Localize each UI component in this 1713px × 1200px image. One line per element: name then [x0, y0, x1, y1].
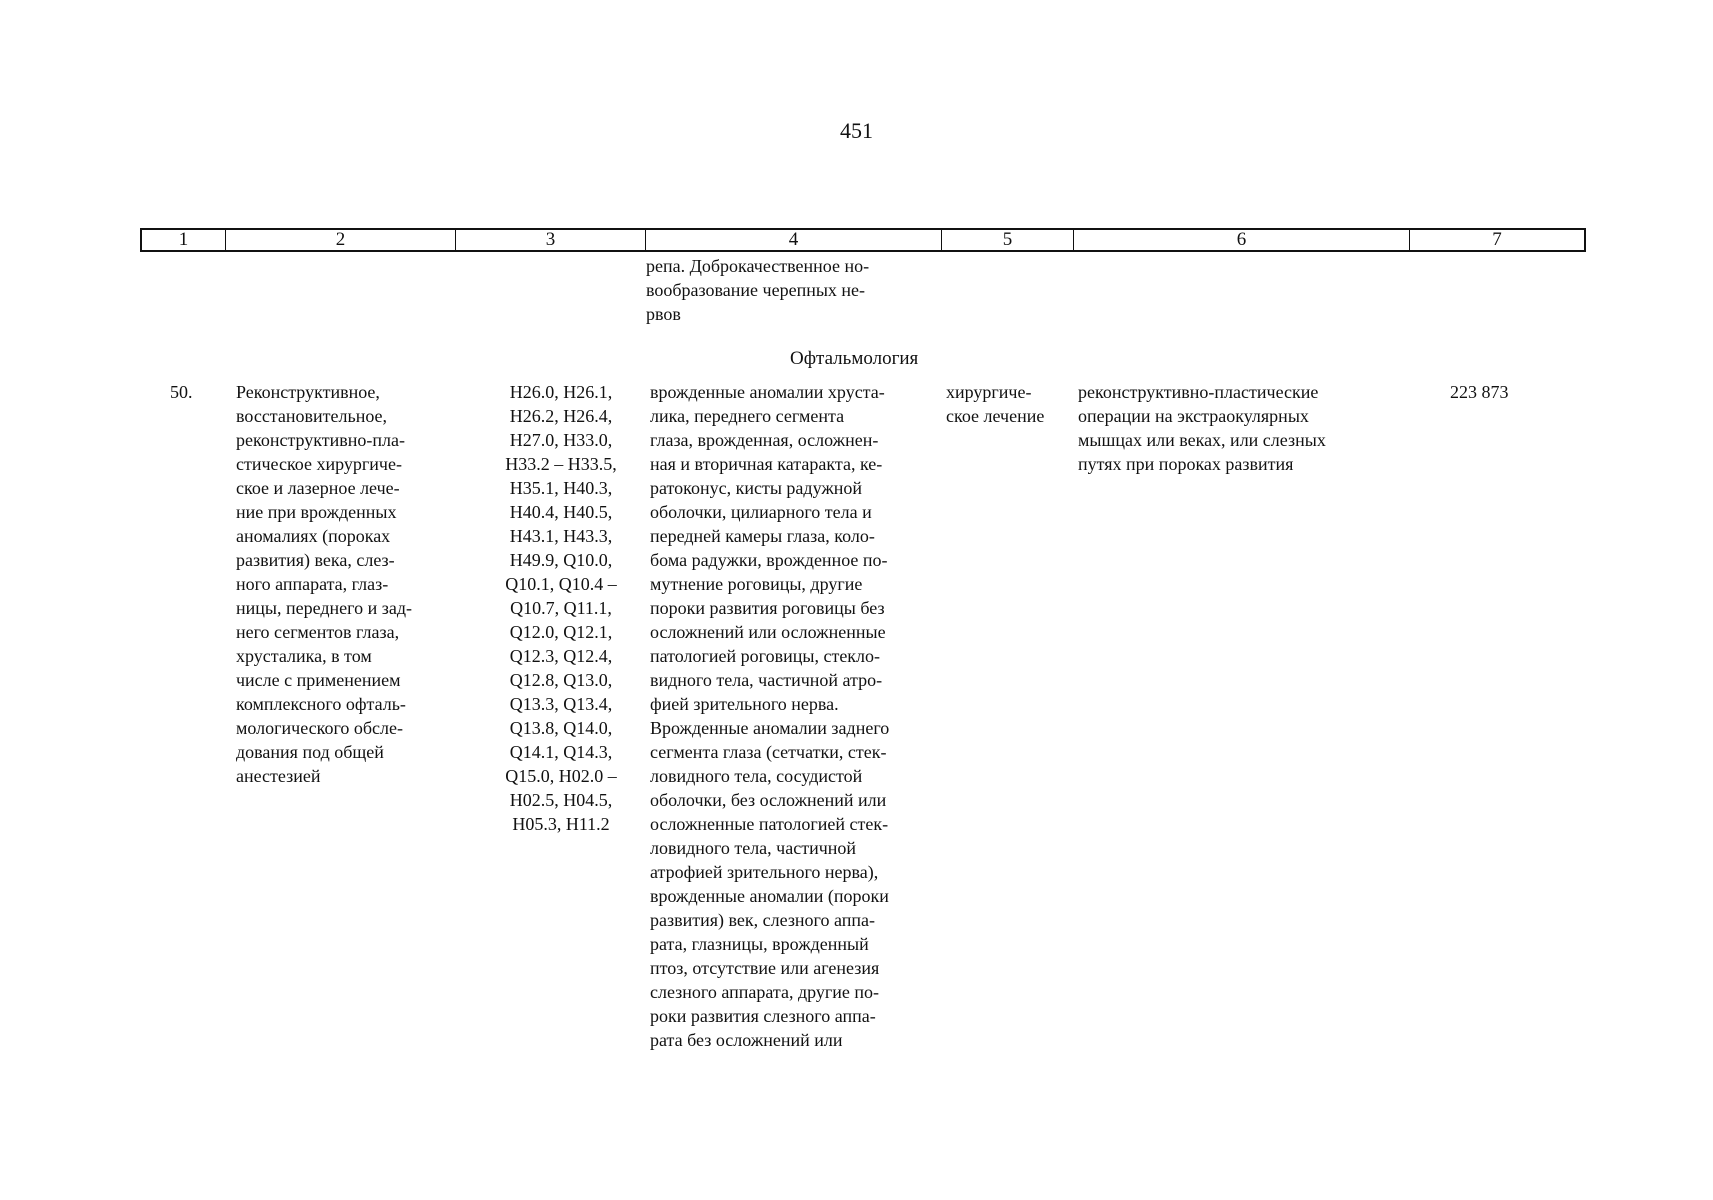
- column-header-3: 3: [456, 230, 646, 250]
- section-title: Офтальмология: [790, 348, 919, 369]
- diagnosis-text: врожденные аномалии хруста- лика, переднего сегмента глаза, врожденная, осложнен- ная и вторичная катаракта, ке- ратоконус, кисты радужной оболочки, цилиарного тела и передней камеры глаза, коло- бома радужки, врожденное по- мутнение роговицы, другие пороки развития роговицы без осложнений или осложненные патологией роговицы, стекло- видного тела, частичной атро- фией зрительного нерва. Врожденные аномалии заднего сегмента глаза (сетчатки, стек- ловидного тела, сосудистой оболочки, без осложнений или осложненные патологией стек- ловидного тела, частичной атрофией зрительного нерва), врожденные аномалии (пороки развития) век, слезного аппа- рата, глазницы, врожденный птоз, отсутствие или агенезия слезного аппарата, другие по- роки развития слезного аппа- рата без осложнений или: [650, 382, 890, 1050]
- treatment-name: Реконструктивное, восстановительное, реконструктивно-пла- стическое хирургиче- ское и лазерное лече- ние при врожденных аномалиях (пороках развития) века, слез- ного аппарата, глаз- ницы, переднего и зад- него сегментов глаза, хрусталика, в том числе с применением комплексного офталь- мологического обсле- дования под общей анестезией: [236, 382, 412, 786]
- column-header-2: 2: [226, 230, 456, 250]
- column-header-7: 7: [1492, 229, 1502, 250]
- treatment-type: хирургиче- ское лечение: [946, 382, 1045, 426]
- column-header-6: 6: [1074, 230, 1410, 250]
- row-number: 50.: [170, 382, 193, 402]
- page-number: 451: [840, 118, 873, 143]
- continuation-text: репа. Доброкачественное но- вообразование черепных не- рвов: [646, 256, 870, 324]
- table-header-row: [140, 228, 1586, 252]
- column-header-4: 4: [646, 230, 942, 250]
- column-header-1: 1: [142, 230, 226, 250]
- column-header-5: 5: [942, 230, 1074, 250]
- icd-codes: H26.0, H26.1, H26.2, H26.4, H27.0, H33.0, H33.2 – H33.5, H35.1, H40.3, H40.4, H40.5, H43.1, H43.3, H49.9, Q10.0, Q10.1, Q10.4 – Q10.7, Q11.1, Q12.0, Q12.1, Q12.3, Q12.4, Q12.8, Q13.0, Q13.3, Q13.4, Q13.8, Q14.0, Q14.1, Q14.3, Q15.0, H02.0 – H02.5, H04.5, H05.3, H11.2: [505, 382, 617, 834]
- treatment-method: реконструктивно-пластические операции на экстраокулярных мышцах или веках, или слезных путях при пороках развития: [1078, 382, 1326, 474]
- cost-value: 223 873: [1450, 382, 1509, 402]
